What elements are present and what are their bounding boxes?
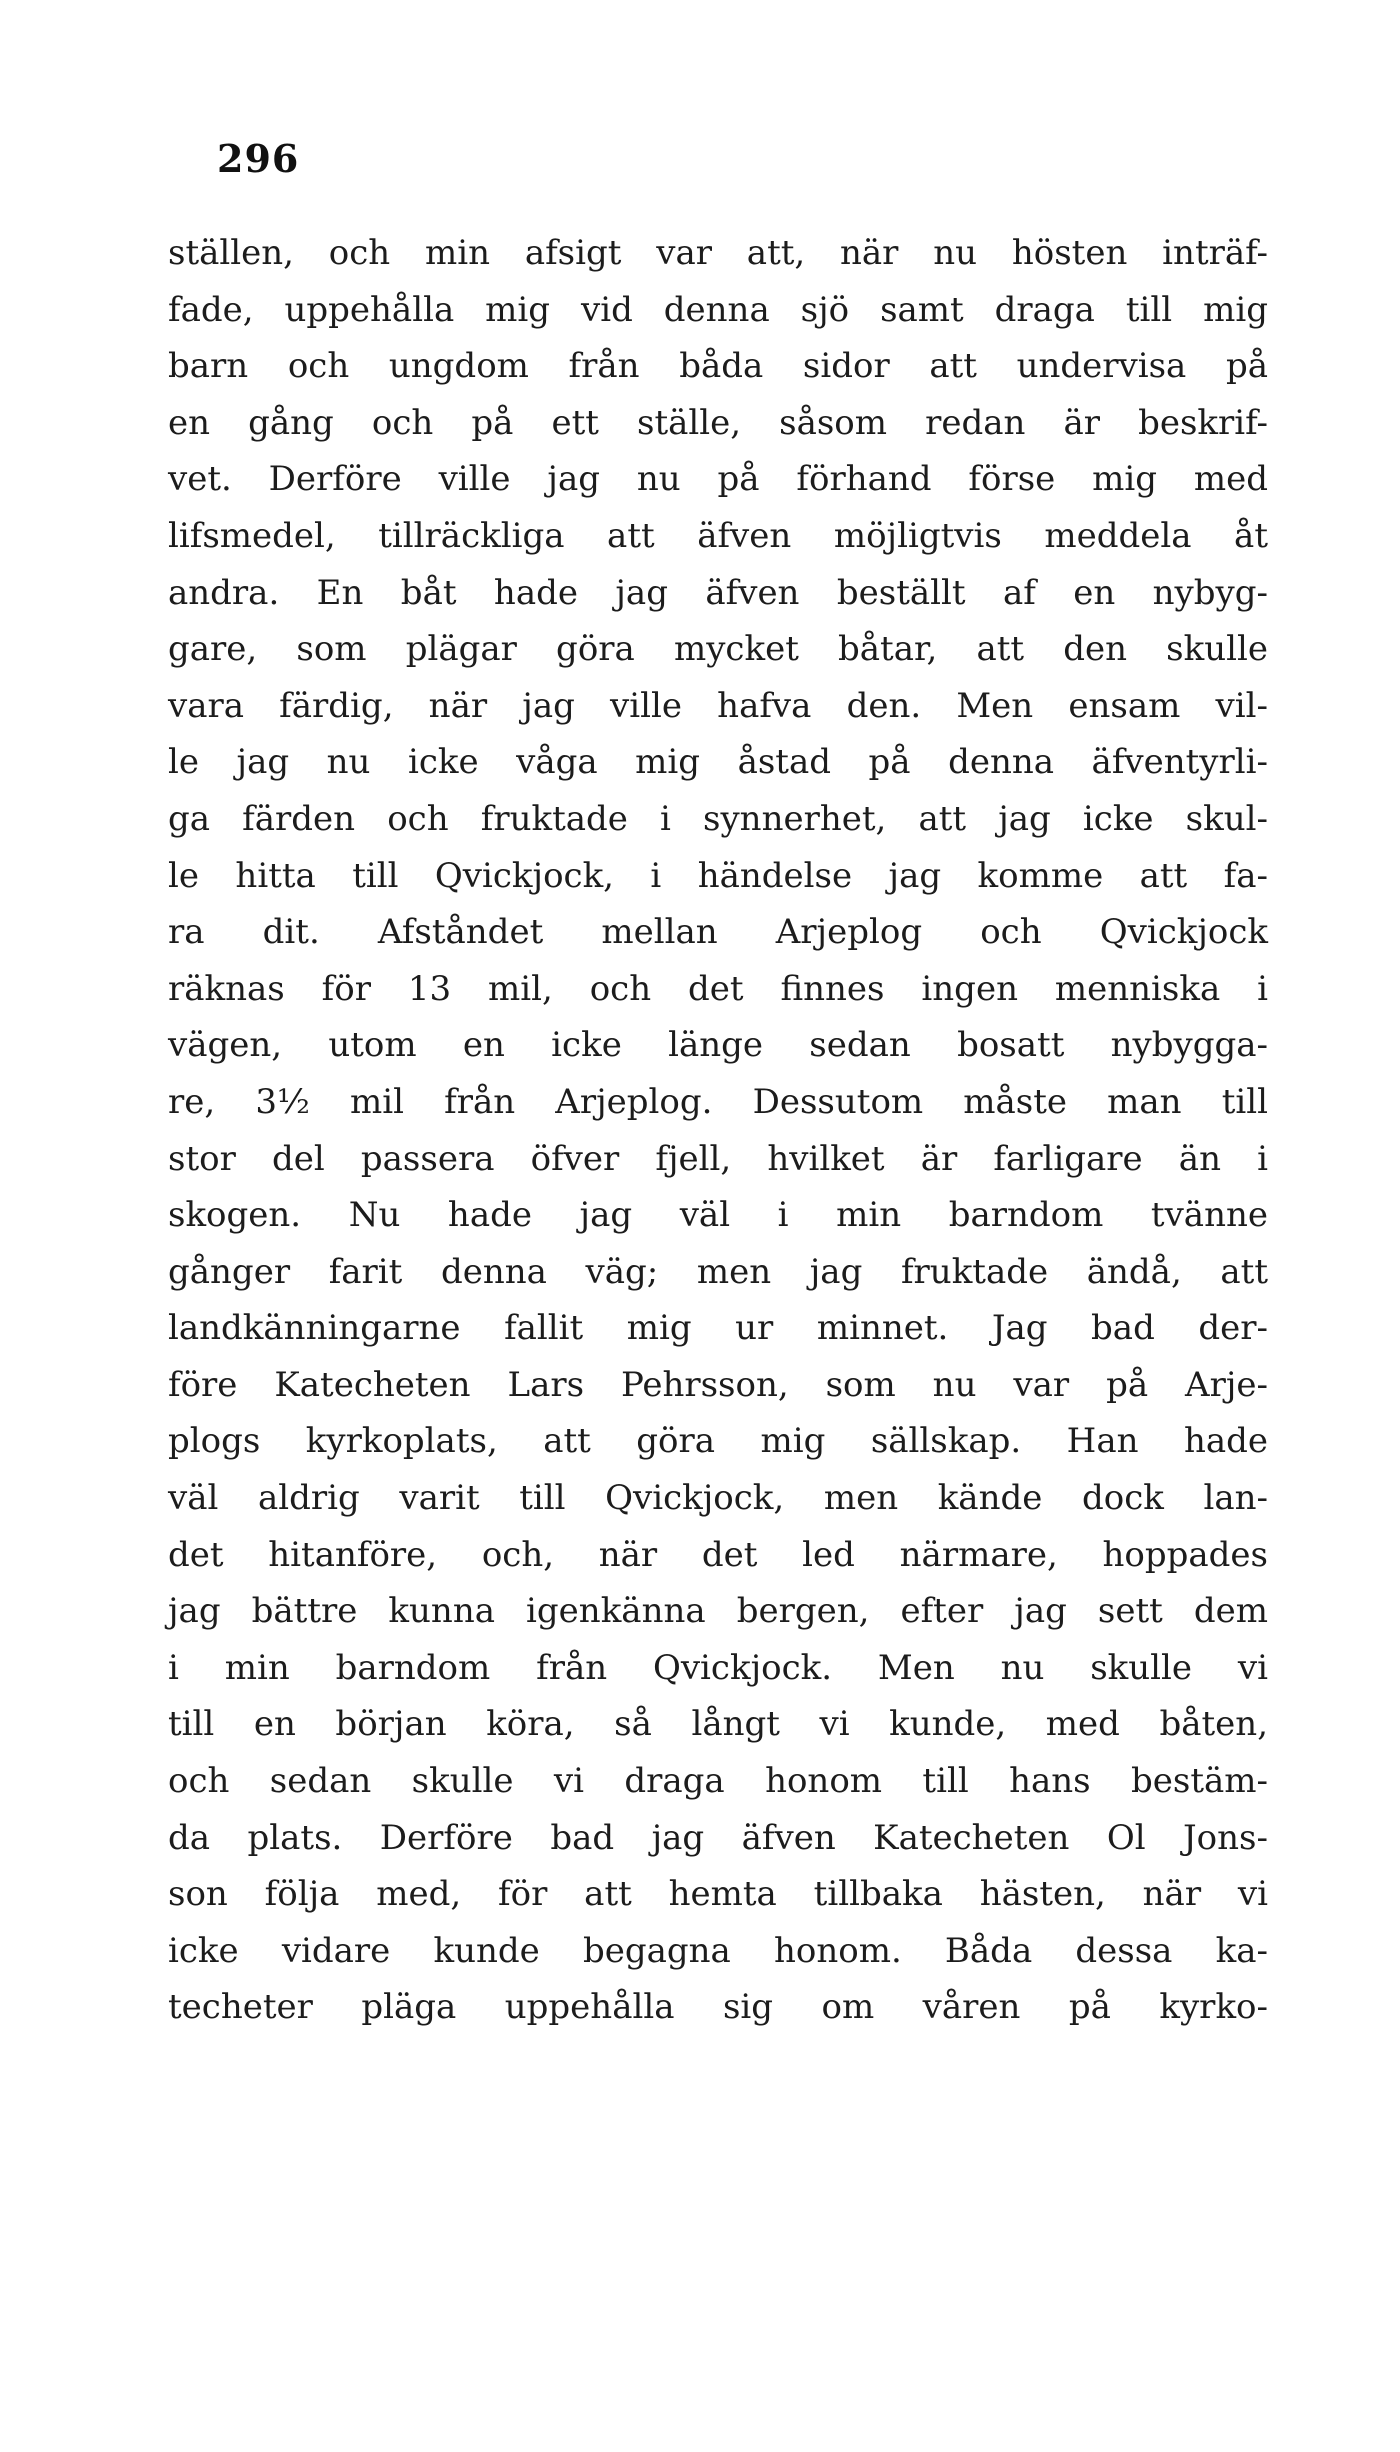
- text-line: vägen, utom en icke länge sedan bosatt nybygga-: [168, 1025, 1268, 1066]
- text-line: räknas för 13 mil, och det finnes ingen menniska i: [168, 968, 1268, 1009]
- text-line: le jag nu icke våga mig åstad på denna äfventyrli-: [168, 742, 1268, 783]
- text-line: stor del passera öfver fjell, hvilket är farligare än i: [168, 1138, 1268, 1179]
- text-line: son följa med, för att hemta tillbaka hästen, när vi: [168, 1874, 1268, 1915]
- text-line: re, 3½ mil från Arjeplog. Dessutom måste man till: [168, 1081, 1268, 1122]
- text-line: en gång och på ett ställe, såsom redan är beskrif-: [168, 402, 1268, 443]
- text-line: andra. En båt hade jag äfven beställt af en nybyg-: [168, 572, 1268, 613]
- text-line: skogen. Nu hade jag väl i min barndom tvänne: [168, 1195, 1268, 1236]
- text-line: till en början köra, så långt vi kunde, med båten,: [168, 1704, 1268, 1745]
- text-line: jag bättre kunna igenkänna bergen, efter jag sett dem: [168, 1591, 1268, 1632]
- text-line: da plats. Derföre bad jag äfven Katecheten Ol Jons-: [168, 1817, 1268, 1858]
- text-line: fade, uppehålla mig vid denna sjö samt draga till mig: [168, 289, 1268, 330]
- text-line: lifsmedel, tillräckliga att äfven möjligtvis meddela åt: [168, 515, 1268, 556]
- text-line: le hitta till Qvickjock, i händelse jag komme att fa-: [168, 855, 1268, 896]
- text-line: väl aldrig varit till Qvickjock, men kände dock lan-: [168, 1478, 1268, 1519]
- text-line: plogs kyrkoplats, att göra mig sällskap. Han hade: [168, 1421, 1268, 1462]
- page-number: 296: [217, 136, 300, 181]
- body-text: [168, 225, 1268, 2036]
- text-line: före Katecheten Lars Pehrsson, som nu var på Arje-: [168, 1364, 1268, 1405]
- text-line: vet. Derföre ville jag nu på förhand förse mig med: [168, 459, 1268, 500]
- text-line: icke vidare kunde begagna honom. Båda dessa ka-: [168, 1930, 1268, 1971]
- text-line: ga färden och fruktade i synnerhet, att jag icke skul-: [168, 798, 1268, 839]
- text-line: landkänningarne fallit mig ur minnet. Jag bad der-: [168, 1308, 1268, 1349]
- text-line: ställen, och min afsigt var att, när nu hösten inträf-: [168, 233, 1268, 273]
- text-line: och sedan skulle vi draga honom till hans bestäm-: [168, 1761, 1268, 1802]
- text-line: i min barndom från Qvickjock. Men nu skulle vi: [168, 1647, 1268, 1688]
- text-line: vara färdig, när jag ville hafva den. Men ensam vil-: [168, 685, 1268, 726]
- text-line: gånger farit denna väg; men jag fruktade ändå, att: [168, 1251, 1268, 1292]
- text-line: det hitanföre, och, när det led närmare, hoppades: [168, 1534, 1268, 1575]
- text-line: ra dit. Afståndet mellan Arjeplog och Qvickjock: [168, 912, 1268, 953]
- text-line: barn och ungdom från båda sidor att undervisa på: [168, 346, 1268, 387]
- text-line: techeter pläga uppehålla sig om våren på kyrko-: [168, 1987, 1268, 2028]
- text-line: gare, som plägar göra mycket båtar, att den skulle: [168, 629, 1268, 670]
